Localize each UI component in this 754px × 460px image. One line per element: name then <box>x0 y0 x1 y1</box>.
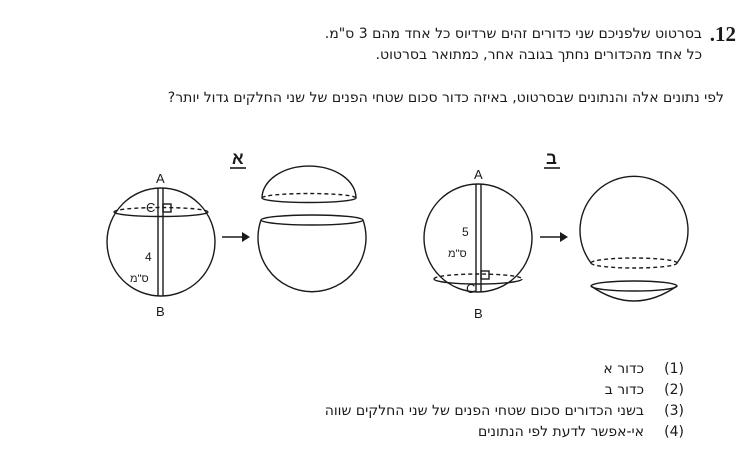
result-bet <box>580 176 688 301</box>
option-3-number: (3) <box>664 402 684 419</box>
sphere-aleph-point-a: A <box>156 171 165 186</box>
arrow-aleph <box>222 232 250 242</box>
aleph-bowl-body <box>258 220 366 292</box>
aleph-cap-back <box>262 194 356 198</box>
option-3-label: בשני הכדורים סכום שטחי הפנים של שני החלקים שווה <box>324 402 644 419</box>
option-4-number: (4) <box>664 423 684 440</box>
question-line-1: בסרטוט שלפניכם שני כדורים זהים שרדיוס כל אחד מהם 3 ס"מ. <box>324 26 702 42</box>
sphere-aleph-point-c: C <box>146 200 156 215</box>
figure-aleph-label: א <box>232 149 244 168</box>
arrow-bet <box>540 232 568 242</box>
sphere-bet-length-unit: ס"מ <box>448 248 467 260</box>
sphere-aleph-cut-front <box>114 212 208 217</box>
sphere-aleph <box>107 149 246 319</box>
sphere-bet-right-angle <box>481 271 489 279</box>
sphere-bet-point-b: B <box>474 306 483 321</box>
result-aleph <box>258 166 366 292</box>
question-line-2: כל אחד מהכדורים נחתך בגובה אחר, כמתואר בסרטוט. <box>375 47 702 63</box>
bet-cap-bottom <box>591 286 677 301</box>
answer-option-3[interactable] <box>325 400 684 421</box>
sphere-bet-point-a: A <box>474 167 483 182</box>
sphere-aleph-length-value: 4 <box>145 250 152 264</box>
option-1-number: (1) <box>664 360 684 377</box>
answer-option-4[interactable] <box>325 421 684 442</box>
sphere-bet-cut-back <box>434 274 522 279</box>
sphere-aleph-point-b: B <box>156 304 165 319</box>
figure-bet-label: ב <box>546 149 557 168</box>
aleph-cap-dome <box>262 166 356 198</box>
option-2-label: כדור ב <box>604 381 644 398</box>
bet-top-rim-front <box>591 263 677 268</box>
sphere-aleph-outline <box>107 188 215 296</box>
arrow-aleph-head <box>242 232 250 242</box>
option-4-label: אי-אפשר לדעת לפי הנתונים <box>477 423 644 440</box>
question-number: .12 <box>709 22 736 46</box>
sphere-aleph-cut-back <box>114 208 208 213</box>
sphere-aleph-length-unit: ס"מ <box>130 273 149 285</box>
aleph-cap-front <box>262 198 356 202</box>
answer-options <box>325 358 684 442</box>
sphere-bet <box>424 149 560 321</box>
bet-top-rim-back <box>591 258 677 263</box>
answer-option-1[interactable] <box>325 358 684 379</box>
bet-cap-rim <box>591 281 677 291</box>
sphere-bet-cut-front <box>434 279 522 284</box>
sphere-bet-length-value: 5 <box>462 225 469 239</box>
bet-top-body <box>580 176 688 263</box>
answer-option-2[interactable] <box>325 379 684 400</box>
aleph-bowl-rim <box>261 215 363 225</box>
arrow-bet-head <box>560 232 568 242</box>
spheres-figure <box>0 140 754 330</box>
sphere-bet-point-c: C <box>466 281 476 296</box>
option-2-number: (2) <box>664 381 684 398</box>
question-prompt: לפי נתונים אלה והנתונים שבסרטוט, באיזה כדור סכום שטחי הפנים של שני החלקים גדול יותר? <box>167 90 724 106</box>
option-1-label: כדור א <box>603 360 644 377</box>
